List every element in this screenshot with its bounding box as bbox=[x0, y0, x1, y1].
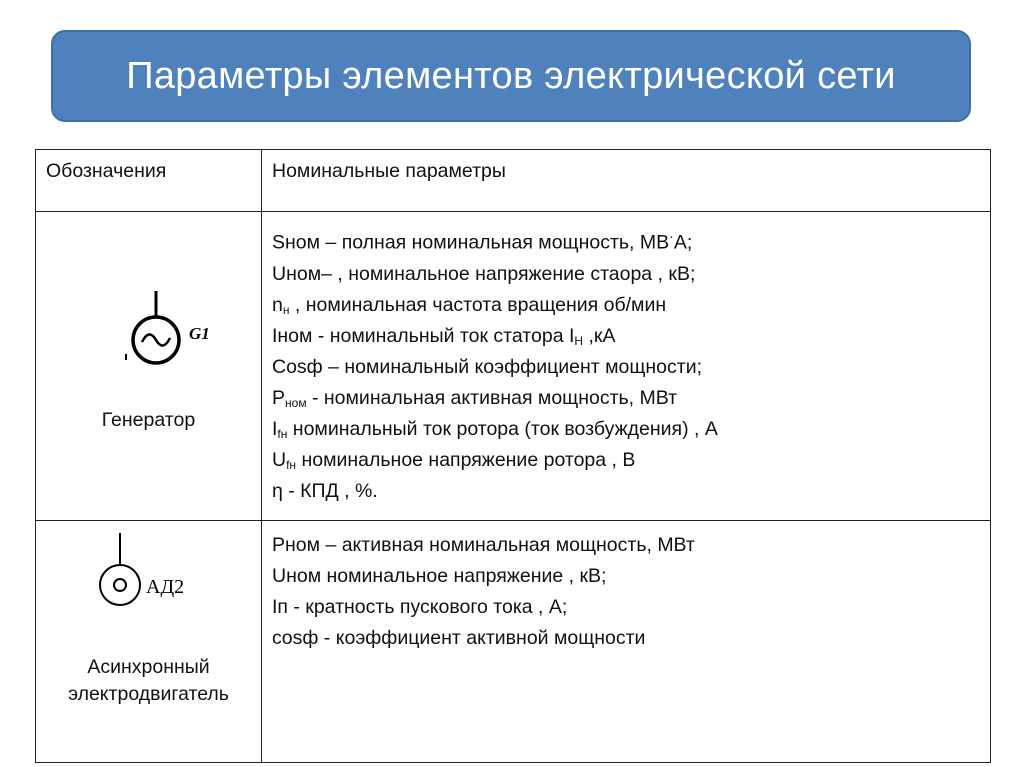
param-line: cosф - коэффициент активной мощности bbox=[272, 627, 646, 649]
header-designations: Обозначения bbox=[36, 150, 262, 212]
generator-params-cell bbox=[262, 212, 991, 521]
slide-title: Параметры элементов электрической сети bbox=[126, 54, 896, 97]
generator-symbol-icon bbox=[36, 212, 262, 505]
title-banner bbox=[51, 30, 971, 122]
motor-name-line2: электродвигатель bbox=[68, 683, 229, 705]
param-line: Рном – активная номинальная мощность, МВт bbox=[272, 534, 695, 556]
param-line: η - КПД , %. bbox=[272, 479, 378, 502]
param-line: $I_{fн}$ номинальный ток ротора (ток возбуждения) , А bbox=[272, 417, 718, 441]
motor-name-line1: Асинхронный bbox=[87, 656, 210, 678]
param-line: $n_н$ , номинальная частота вращения об/мин bbox=[272, 293, 667, 317]
motor-params-cell bbox=[262, 521, 991, 763]
motor-symbol-cell bbox=[36, 521, 262, 763]
param-line: $U_{fн}$ номинальное напряжение ротора , В bbox=[272, 448, 636, 472]
param-line: Uном– , номинальное напряжение стаора , кВ; bbox=[272, 262, 696, 285]
parameters-table bbox=[35, 149, 991, 763]
param-line: Iп - кратность пускового тока , А; bbox=[272, 596, 568, 618]
table-header-row bbox=[36, 150, 991, 212]
generator-symbol-cell bbox=[36, 212, 262, 521]
param-line: $P_{ном}$ - номинальная активная мощность, МВт bbox=[272, 386, 678, 410]
table-row bbox=[36, 212, 991, 521]
param-line: Iном - номинальный ток статора $I_Н$ ,кА bbox=[272, 324, 616, 348]
motor-symbol-label: АД2 bbox=[146, 576, 185, 598]
param-line: Cosф – номинальный коэффициент мощности; bbox=[272, 355, 703, 378]
table-row bbox=[36, 521, 991, 763]
motor-name bbox=[36, 654, 261, 708]
motor-symbol-icon bbox=[36, 521, 262, 747]
generator-symbol-label: G1 bbox=[189, 324, 210, 343]
param-line: Uном номинальное напряжение , кВ; bbox=[272, 565, 607, 587]
header-nominal-params: Номинальные параметры bbox=[262, 150, 991, 212]
param-line: Sном – полная номинальная мощность, МВ·А; bbox=[272, 228, 693, 254]
generator-name: Генератор bbox=[101, 409, 196, 431]
